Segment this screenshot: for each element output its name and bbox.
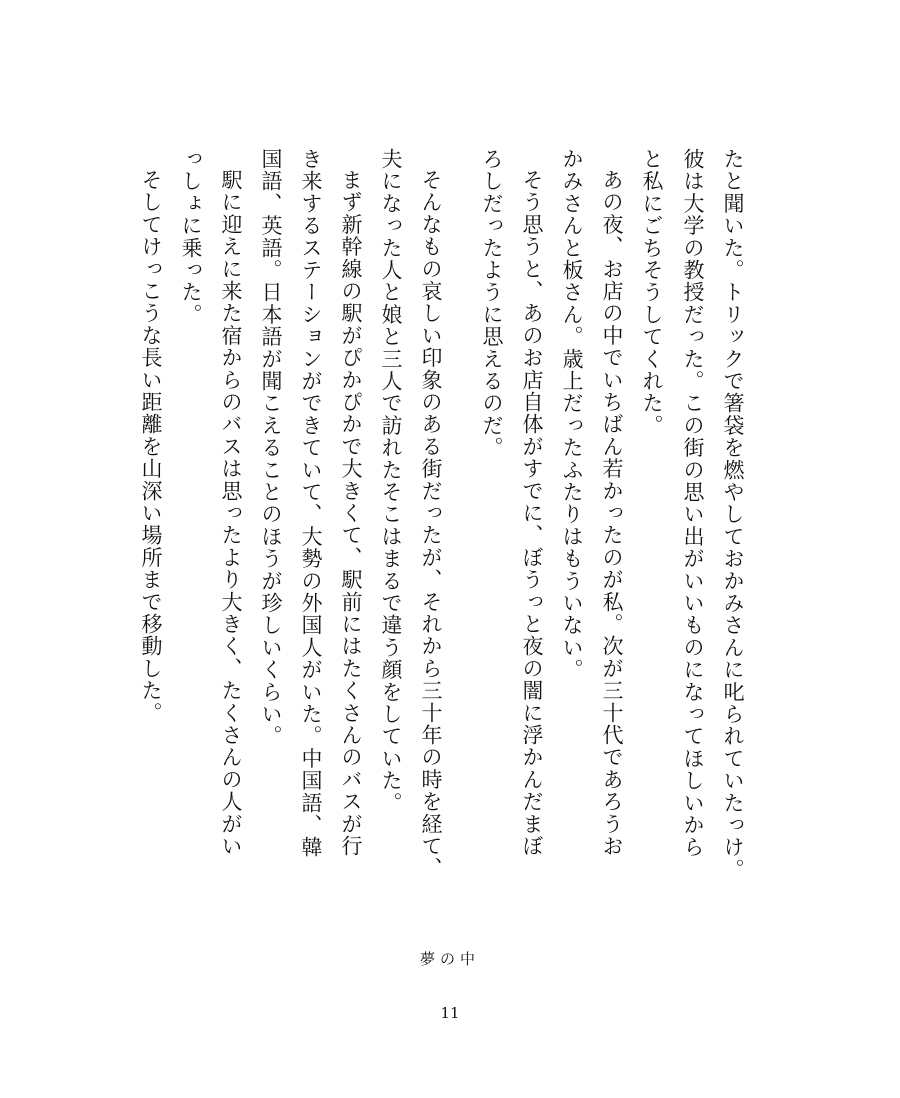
text-column-13: 国語、英語。日本語が聞こえることのほうが珍しいくらい。 bbox=[259, 148, 283, 748]
text-column-1: たと聞いた。トリックで箸袋を燃やしておかみさんに叱られていたっけ。 bbox=[721, 148, 745, 881]
text-column-15: っしょに乗った。 bbox=[179, 148, 203, 326]
running-footer-title: 夢の中 bbox=[419, 950, 480, 968]
text-column-7: ろしだったように思えるのだ。 bbox=[480, 148, 504, 459]
text-column-9: そんなもの哀しい印象のある街だったが、それから三十年の時を経て、 bbox=[419, 169, 443, 880]
text-column-14: 駅に迎えに来た宿からのバスは思ったより大きく、たくさんの人がい bbox=[219, 169, 243, 858]
text-column-6: そう思うと、あのお店自体がすでに、ぼうっと夜の闇に浮かんだまぼ bbox=[520, 169, 544, 858]
text-column-10: 夫になった人と娘と三人で訪れたそこはまるで違う顔をしていた。 bbox=[379, 148, 403, 814]
text-column-3: と私にごちそうしてくれた。 bbox=[640, 148, 664, 437]
text-column-16: そしてけっこうな長い距離を山深い場所まで移動した。 bbox=[139, 169, 163, 724]
text-column-5: かみさんと板さん。歳上だったふたりはもういない。 bbox=[560, 148, 584, 681]
text-column-11: まず新幹線の駅がぴかぴかで大きくて、駅前にはたくさんのバスが行 bbox=[339, 169, 363, 858]
text-column-2: 彼は大学の教授だった。この街の思い出がいいものになってほしいから bbox=[681, 148, 705, 859]
text-column-12: き来するステーションができていて、大勢の外国人がいた。中国語、韓 bbox=[299, 148, 323, 859]
text-column-4: あの夜、お店の中でいちばん若かったのが私。次が三十代であろうお bbox=[600, 169, 624, 858]
page-number: 11 bbox=[440, 1004, 460, 1022]
